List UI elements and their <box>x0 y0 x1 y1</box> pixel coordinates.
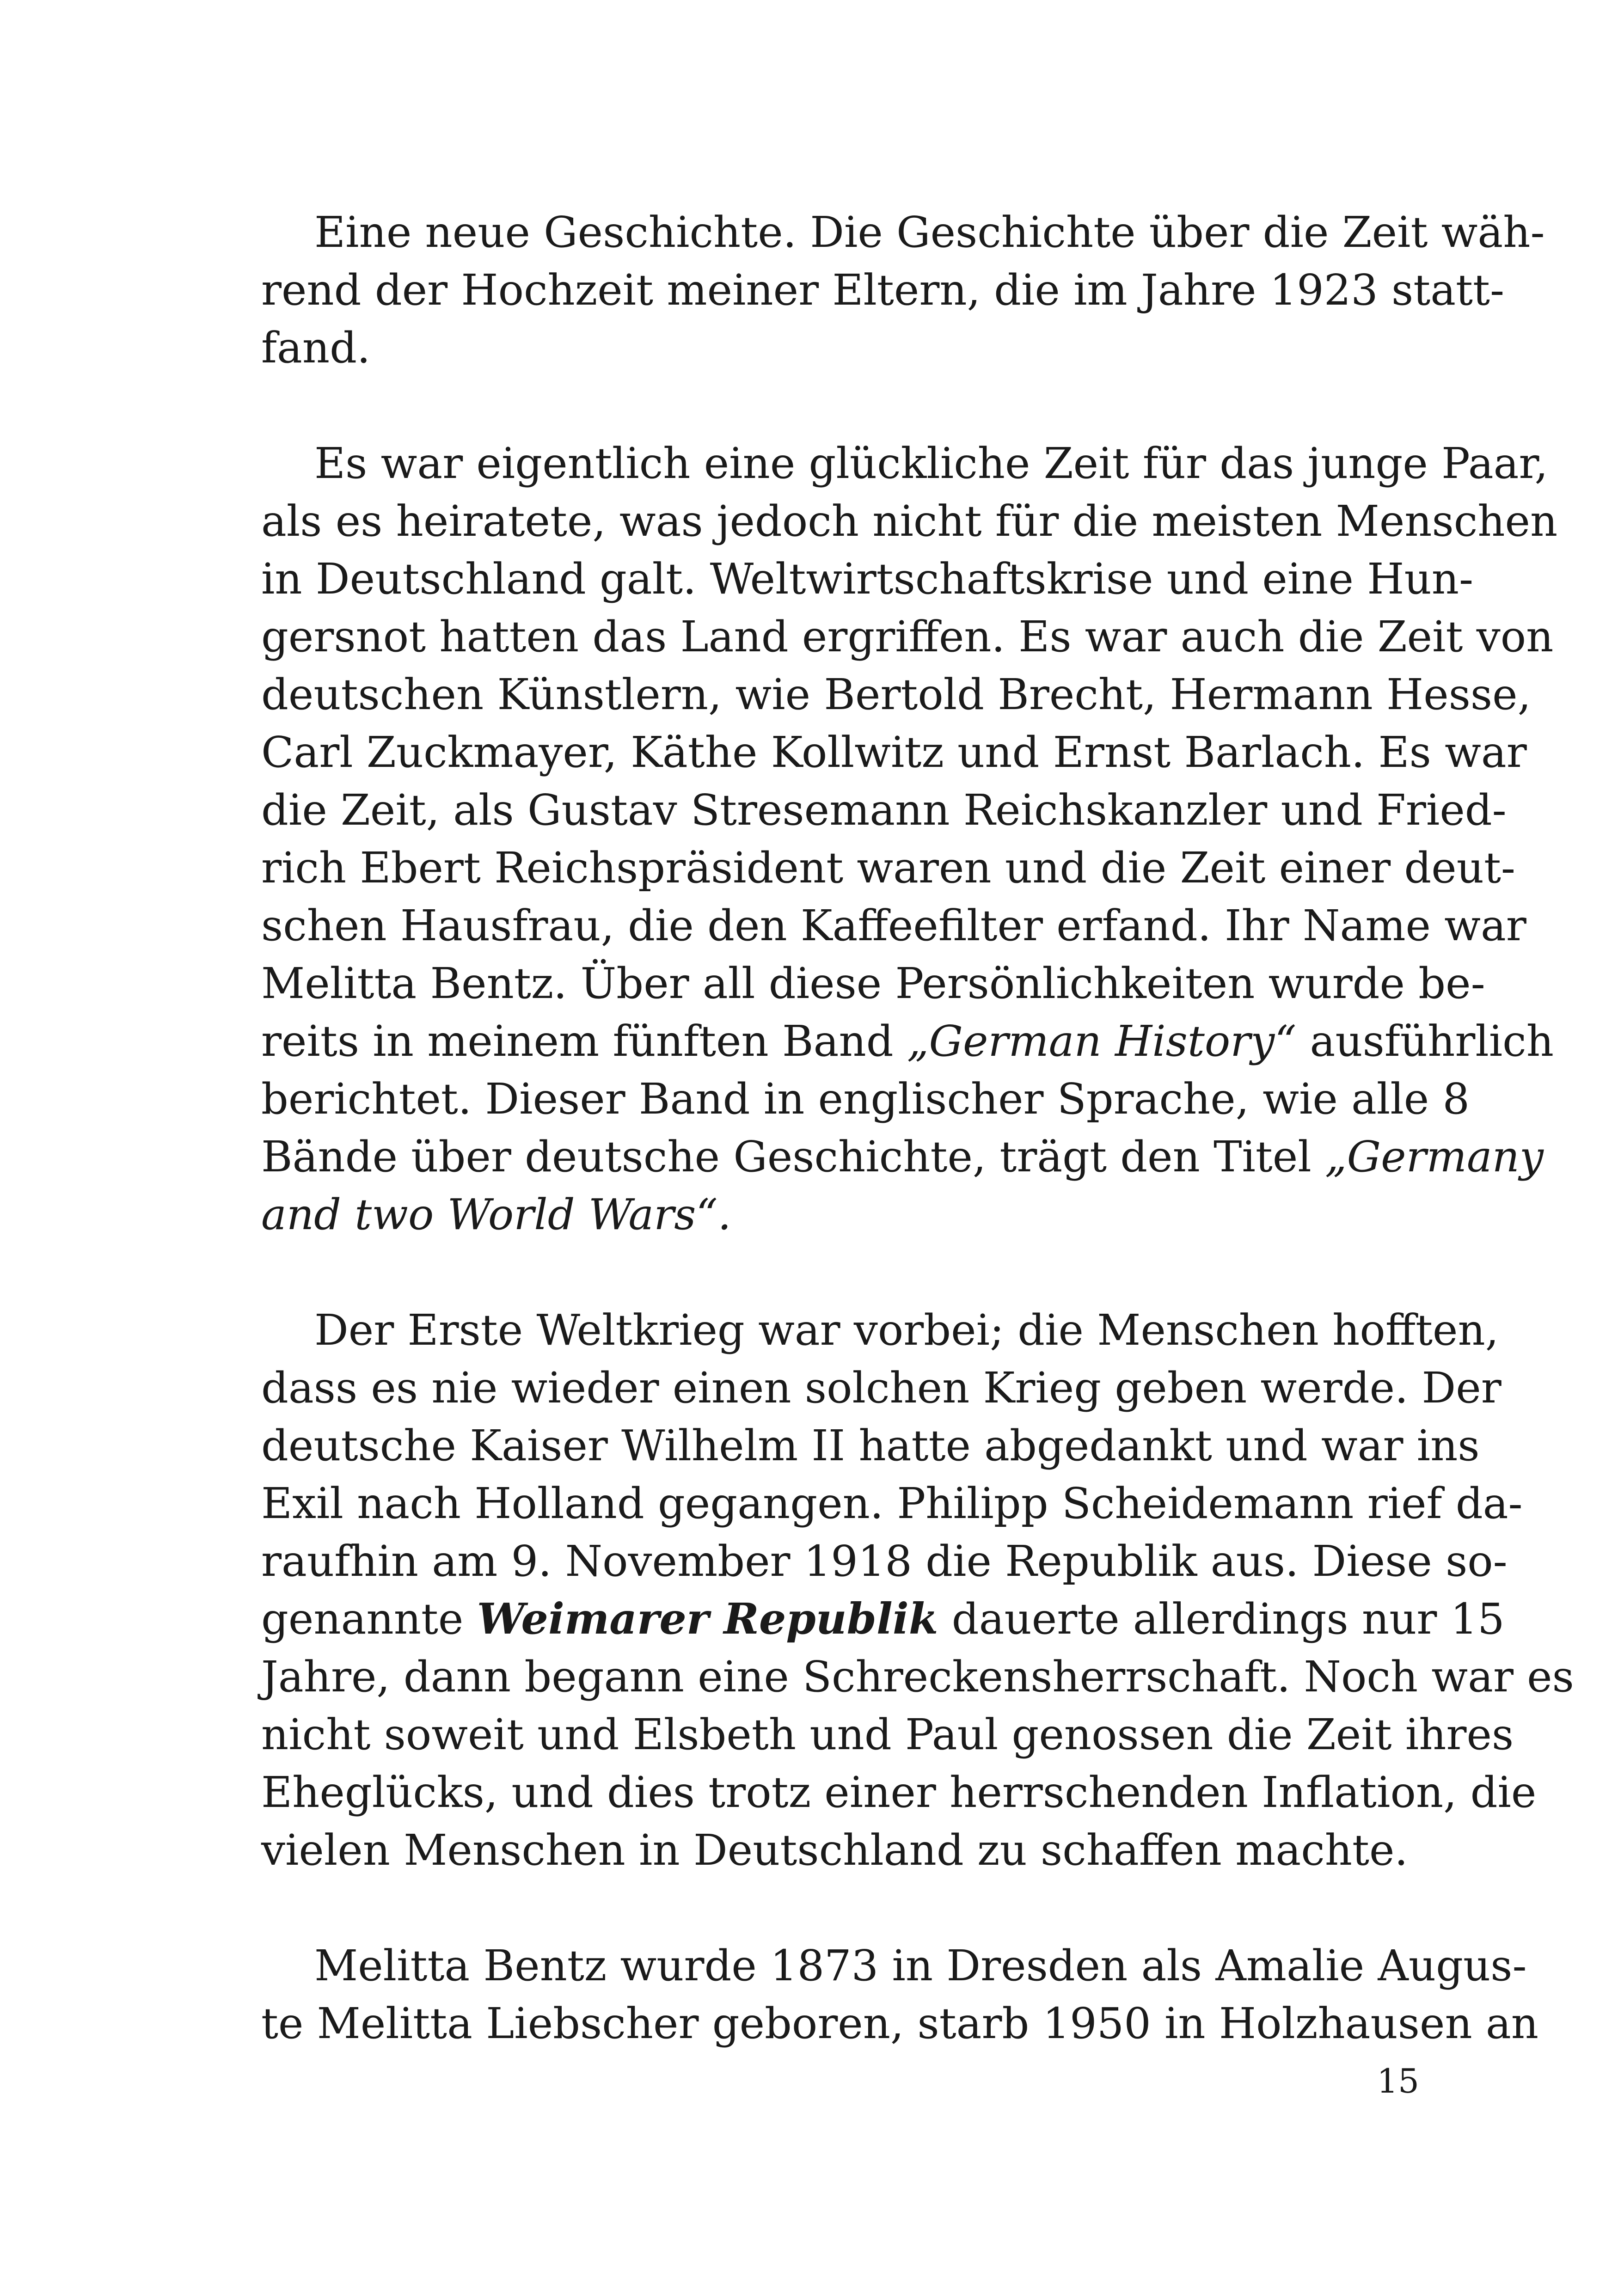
text-line: Eine neue Geschichte. Die Geschichte über die Zeit wäh- <box>314 208 1545 257</box>
text-line: vielen Menschen in Deutschland zu schaffen machte. <box>261 1825 1408 1875</box>
text-line: te Melitta Liebscher geboren, starb 1950 in Holzhausen an <box>261 1999 1539 2048</box>
text-line: raufhin am 9. November 1918 die Republik aus. Diese so- <box>261 1537 1508 1586</box>
text-line: Carl Zuckmayer, Käthe Kollwitz und Ernst Barlach. Es war <box>261 728 1527 777</box>
text-line: deutsche Kaiser Wilhelm II hatte abgedankt und war ins <box>261 1421 1480 1470</box>
paragraph-4 <box>208 1937 1539 2052</box>
text-line: reits in meinem fünften Band „German History“ ausführlich <box>261 1016 1554 1066</box>
text-line: Bände über deutsche Geschichte, trägt den Titel „Germany <box>261 1132 1544 1182</box>
book-title-german-history: „German History“ <box>907 1016 1297 1066</box>
paragraph-3 <box>208 1301 1574 1879</box>
text-line: Jahre, dann begann eine Schreckensherrschaft. Noch war es <box>261 1652 1574 1702</box>
text-line: dass es nie wieder einen solchen Krieg geben werde. Der <box>261 1363 1502 1413</box>
book-title-germany: „Germany <box>1325 1132 1544 1182</box>
body-text <box>208 203 1574 2052</box>
term-weimarer-republik: Weimarer Republik <box>477 1594 938 1644</box>
text-line: Der Erste Weltkrieg war vorbei; die Menschen hofften, <box>314 1305 1499 1355</box>
text-line: rich Ebert Reichspräsident waren und die Zeit einer deut- <box>261 843 1516 893</box>
text-line: Melitta Bentz wurde 1873 in Dresden als Amalie Augus- <box>314 1941 1527 1990</box>
text-line: berichtet. Dieser Band in englischer Sprache, wie alle 8 <box>261 1074 1470 1124</box>
text-line: als es heiratete, was jedoch nicht für die meisten Menschen <box>261 496 1558 546</box>
text-line: Melitta Bentz. Über all diese Persönlichkeiten wurde be- <box>261 959 1485 1008</box>
text-line: genannte Weimarer Republik dauerte allerdings nur 15 <box>261 1594 1505 1644</box>
text-line: Exil nach Holland gegangen. Philipp Scheidemann rief da- <box>261 1479 1523 1528</box>
page-number: 15 <box>1377 2062 1419 2100</box>
text-line <box>208 1186 1419 1243</box>
text-line: Es war eigentlich eine glückliche Zeit für das junge Paar, <box>314 439 1548 488</box>
text-line: gersnot hatten das Land ergriffen. Es war auch die Zeit von <box>261 612 1554 661</box>
paragraph-1 <box>208 203 1545 377</box>
text-line: in Deutschland galt. Weltwirtschaftskrise und eine Hun- <box>261 554 1474 604</box>
text-line: nicht soweit und Elsbeth und Paul genossen die Zeit ihres <box>261 1710 1514 1759</box>
text-line: schen Hausfrau, die den Kaffeefilter erfand. Ihr Name war <box>261 901 1526 950</box>
paragraph-2 <box>208 435 1558 1243</box>
text-line: rend der Hochzeit meiner Eltern, die im Jahre 1923 statt- <box>261 265 1505 315</box>
text-line: die Zeit, als Gustav Stresemann Reichskanzler und Fried- <box>261 785 1507 835</box>
text-line: Eheglücks, und dies trotz einer herrschenden Inflation, die <box>261 1768 1537 1817</box>
text-line: fand. <box>261 323 371 373</box>
text-line: deutschen Künstlern, wie Bertold Brecht, Hermann Hesse, <box>261 670 1531 719</box>
book-title-world-wars: and two World Wars“. <box>261 1190 731 1239</box>
